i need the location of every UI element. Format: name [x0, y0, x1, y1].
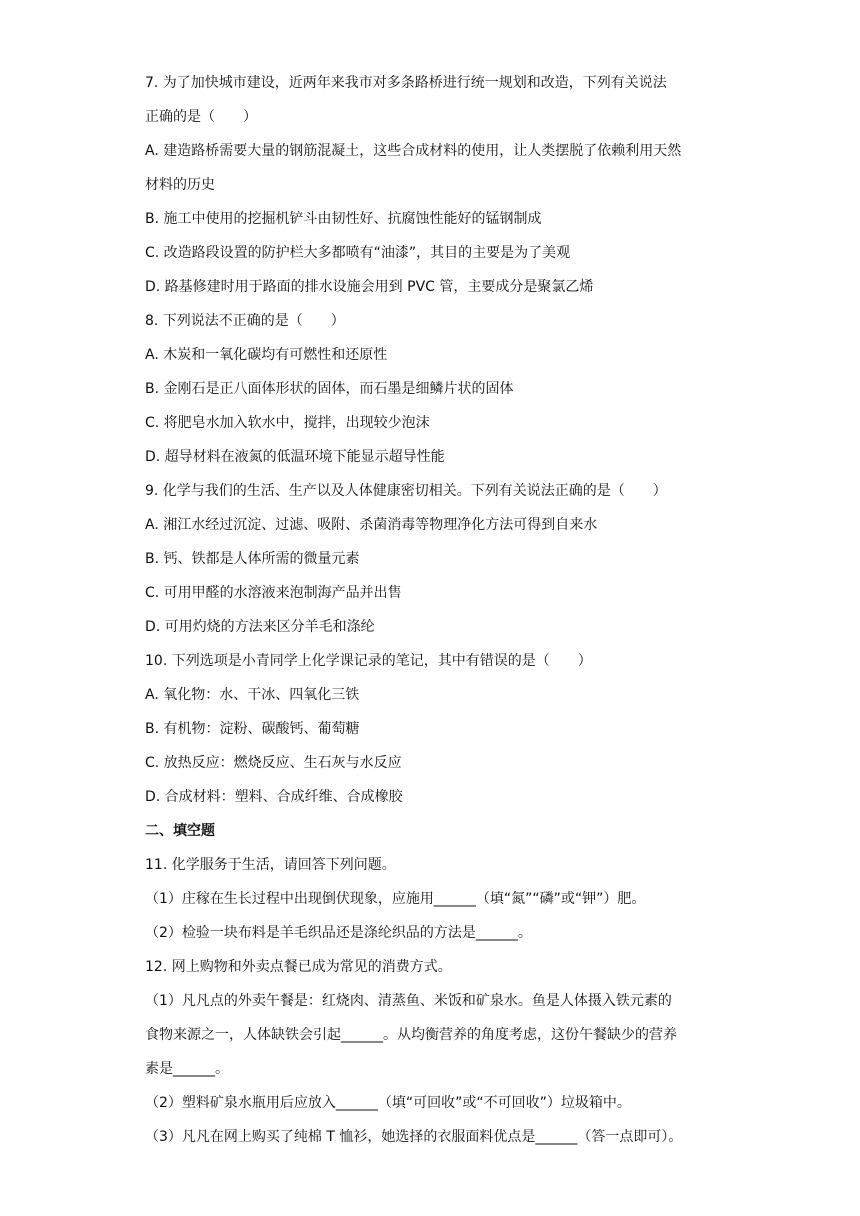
q12-part1-line2: 食物来源之一，人体缺铁会引起______。从均衡营养的角度考虑，这份午餐缺少的营养: [145, 1027, 677, 1043]
q11-stem: 11. 化学服务于生活，请回答下列问题。: [145, 857, 396, 873]
q9-option-b: B. 钙、铁都是人体所需的微量元素: [145, 551, 360, 567]
q7-option-c: C. 改造路段设置的防护栏大多都喷有“油漆”，其目的主要是为了美观: [145, 245, 571, 261]
q7-option-a-line2: 材料的历史: [145, 177, 215, 193]
q12-part2: （2）塑料矿泉水瓶用后应放入______（填“可回收”或“不可回收”）垃圾箱中。: [145, 1095, 631, 1111]
q8-option-d: D. 超导材料在液氮的低温环境下能显示超导性能: [145, 449, 445, 465]
q10-option-a: A. 氧化物：水、干冰、四氧化三铁: [145, 687, 360, 703]
q8-option-a: A. 木炭和一氧化碳均有可燃性和还原性: [145, 347, 388, 363]
q10-option-c: C. 放热反应：燃烧反应、生石灰与水反应: [145, 755, 402, 771]
q12-part1-line1: （1）凡凡点的外卖午餐是：红烧肉、清蒸鱼、米饭和矿泉水。鱼是人体摄入铁元素的: [145, 993, 672, 1009]
q7-stem-line1: 7. 为了加快城市建设，近两年来我市对多条路桥进行统一规划和改造，下列有关说法: [145, 75, 667, 91]
q11-part1: （1）庄稼在生长过程中出现倒伏现象，应施用______（填“氮”“磷”或“钾”）肥。: [145, 891, 646, 907]
q7-stem-line2: 正确的是（ ）: [145, 109, 257, 125]
q12-part1-line3: 素是______。: [145, 1061, 229, 1077]
q12-stem: 12. 网上购物和外卖点餐已成为常见的消费方式。: [145, 959, 452, 975]
q10-option-b: B. 有机物：淀粉、碳酸钙、葡萄糖: [145, 721, 360, 737]
q10-option-d: D. 合成材料：塑料、合成纤维、合成橡胶: [145, 789, 403, 805]
q8-stem: 8. 下列说法不正确的是（ ）: [145, 313, 345, 329]
q11-part2: （2）检验一块布料是羊毛织品还是涤纶织品的方法是______。: [145, 925, 532, 941]
q10-stem: 10. 下列选项是小青同学上化学课记录的笔记，其中有错误的是（ ）: [145, 653, 592, 669]
q9-option-c: C. 可用甲醛的水溶液来泡制海产品并出售: [145, 585, 402, 601]
q7-option-a-line1: A. 建造路桥需要大量的钢筋混凝土，这些合成材料的使用，让人类摆脱了依赖利用天然: [145, 143, 682, 159]
q12-part3: （3）凡凡在网上购买了纯棉 T 恤衫，她选择的衣服面料优点是______（答一点即可）。: [145, 1129, 683, 1145]
q9-stem: 9. 化学与我们的生活、生产以及人体健康密切相关。下列有关说法正确的是（ ）: [145, 483, 667, 499]
q8-option-c: C. 将肥皂水加入软水中，搅拌，出现较少泡沫: [145, 415, 430, 431]
q9-option-d: D. 可用灼烧的方法来区分羊毛和涤纶: [145, 619, 375, 635]
q9-option-a: A. 湘江水经过沉淀、过滤、吸附、杀菌消毒等物理净化方法可得到自来水: [145, 517, 598, 533]
q7-option-d: D. 路基修建时用于路面的排水设施会用到 PVC 管，主要成分是聚氯乙烯: [145, 279, 594, 295]
section-heading-fill-in: 二、填空题: [145, 823, 215, 839]
q8-option-b: B. 金刚石是正八面体形状的固体，而石墨是细鳞片状的固体: [145, 381, 514, 397]
q7-option-b: B. 施工中使用的挖掘机铲斗由韧性好、抗腐蚀性能好的锰钢制成: [145, 211, 542, 227]
